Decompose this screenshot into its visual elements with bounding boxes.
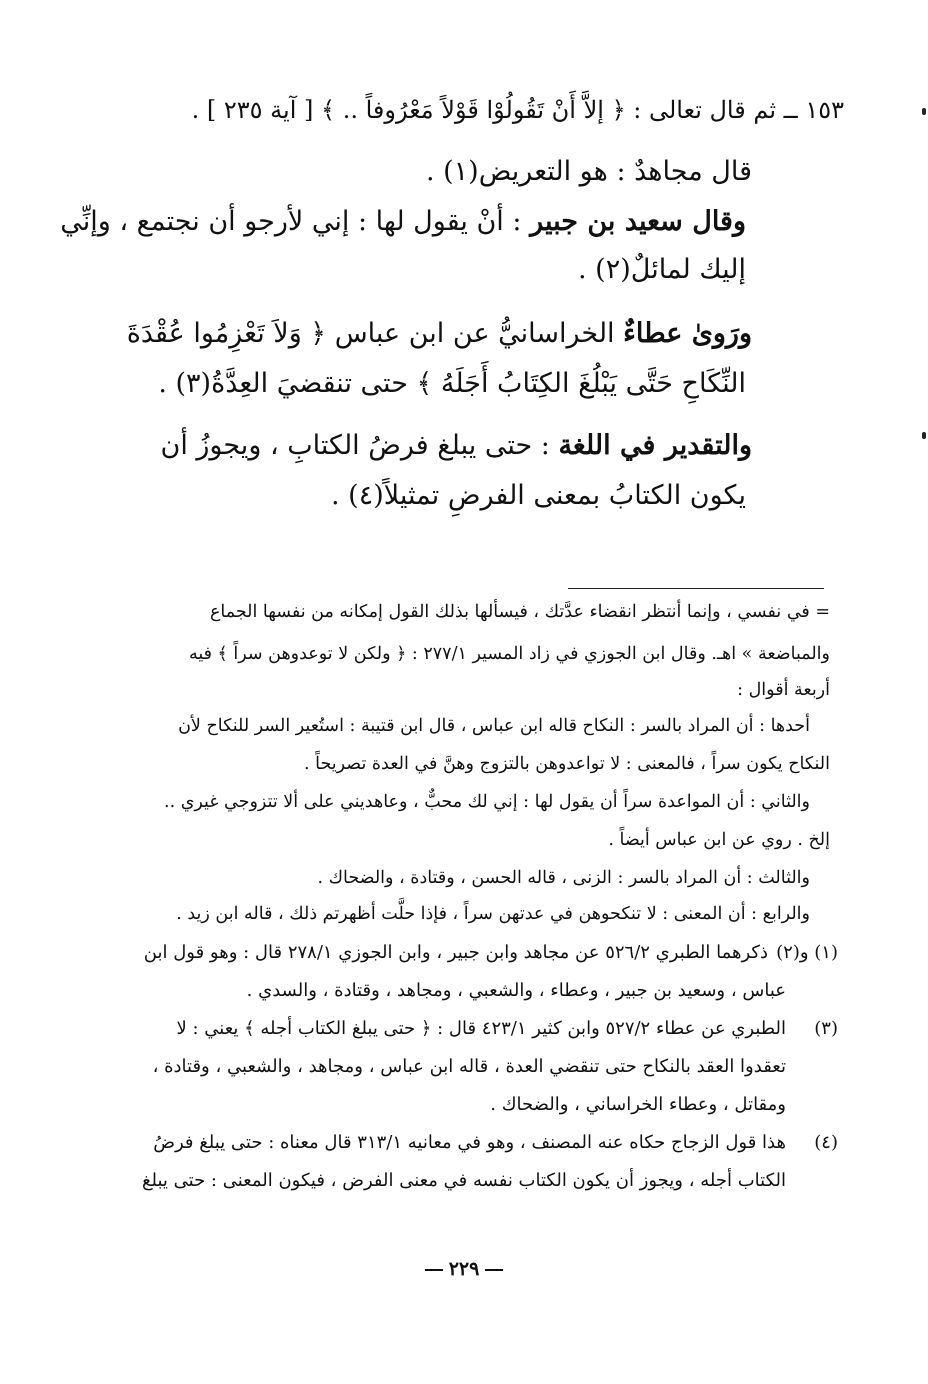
page-number bbox=[0, 1258, 928, 1280]
footnote-line bbox=[144, 942, 768, 963]
main-text: إليك لمائلٌ(٢) . bbox=[578, 254, 746, 285]
footnote-text: = في نفسي ، وإنما أنتظر انقضاء عدَّتك ، فيسألها بذلك القول إمكانه من نفسها الجماع bbox=[209, 602, 830, 622]
main-text: النِّكَاحِ حَتَّى يَبْلُغَ الكِتَابُ أَجَلَهُ ﴾ حتى تنقضيَ العِدَّةُ(٣) . bbox=[158, 368, 746, 399]
scan-edge-mark bbox=[922, 108, 926, 115]
footnote-separator bbox=[568, 588, 824, 589]
footnote-line bbox=[176, 904, 810, 924]
footnote-text: ذكرهما الطبري ٥٢٦/٢ عن مجاهد وابن جبير ، وابن الجوزي ٢٧٨/١ قال : وهو قول ابن bbox=[143, 942, 768, 963]
footnote-line bbox=[164, 792, 810, 812]
footnote-line bbox=[177, 1018, 787, 1039]
main-line-8 bbox=[331, 480, 746, 511]
page-number-text: ٢٢٩ bbox=[448, 1258, 480, 1280]
footnote-line bbox=[153, 1132, 786, 1153]
main-line-6 bbox=[158, 368, 746, 399]
footnote-line bbox=[142, 1170, 786, 1191]
main-text: : أنْ يقول لها : إني لأرجو أن نجتمع ، وإنِّي bbox=[60, 206, 531, 237]
footnote-text: عباس ، وسعيد بن جبير ، وعطاء ، والشعبي ، ومجاهد ، وقتادة ، والسدي . bbox=[246, 980, 786, 1001]
footnote-line bbox=[304, 754, 830, 774]
footnote-line bbox=[318, 868, 811, 888]
bold-heading: وقال سعيد بن جبير bbox=[530, 206, 746, 237]
main-text: : حتى يبلغ فرضُ الكتابِ ، ويجوزُ أن bbox=[160, 430, 559, 461]
main-text: يكون الكتابُ بمعنى الفرضِ تمثيلاً(٤) . bbox=[331, 480, 746, 511]
main-line-7 bbox=[160, 430, 752, 461]
footnote-line bbox=[189, 644, 830, 664]
footnote-line bbox=[737, 680, 830, 700]
main-text: قال مجاهدٌ : هو التعريض(١) . bbox=[425, 156, 752, 187]
footnote-number: (٣) bbox=[814, 1018, 838, 1039]
footnote-line bbox=[490, 1094, 786, 1115]
scan-edge-mark bbox=[922, 432, 926, 439]
main-line-4 bbox=[578, 254, 746, 285]
footnote-text: والثاني : أن المواعدة سراً أن يقول لها : إني لك محبٌّ ، وعاهديني على ألا تتزوجي غيري .. bbox=[164, 792, 810, 812]
footnote-line bbox=[210, 602, 830, 622]
main-line-2 bbox=[426, 156, 752, 187]
bold-heading: ورَوىٰ عطاءٌ bbox=[623, 318, 752, 349]
bold-heading: والتقدير في اللغة bbox=[558, 430, 752, 461]
footnote-line bbox=[608, 830, 830, 850]
footnote-line bbox=[247, 980, 786, 1001]
footnote-text: أربعة أقوال : bbox=[737, 680, 830, 700]
footnote-text: النكاح يكون سراً ، فالمعنى : لا تواعدوهن بالتزوج وهنَّ في العدة تصريحاً . bbox=[304, 754, 830, 774]
dash bbox=[485, 1269, 503, 1271]
footnote-line bbox=[178, 716, 810, 736]
footnote-text: تعقدوا العقد بالنكاح حتى تنقضي العدة ، قاله ابن عباس ، ومجاهد ، والشعبي ، وقتادة ، bbox=[152, 1056, 786, 1077]
main-text: الخراسانيُّ عن ابن عباس ﴿ وَلاَ تَعْزِمُوا عُقْدَةَ bbox=[126, 318, 624, 349]
footnote-line bbox=[153, 1056, 786, 1077]
footnote-number: (٤) bbox=[814, 1132, 838, 1153]
footnote-text: الكتاب أجله ، ويجوز أن يكون الكتاب نفسه في معنى الفرض ، فيكون المعنى : حتى يبلغ bbox=[141, 1170, 786, 1191]
footnote-text: والرابع : أن المعنى : لا تنكحوهن في عدتهن سراً ، فإذا حلَّت أظهرتم ذلك ، قاله ابن زيد . bbox=[176, 904, 810, 924]
main-line-1 bbox=[192, 96, 844, 124]
footnote-text: الطبري عن عطاء ٥٢٧/٢ وابن كثير ٤٢٣/١ قال : ﴿ حتى يبلغ الكتاب أجله ﴾ يعني : لا bbox=[176, 1018, 786, 1039]
footnote-text: والثالث : أن المراد بالسر : الزنى ، قاله الحسن ، وقتادة ، والضحاك . bbox=[317, 868, 810, 888]
footnote-text: أحدها : أن المراد بالسر : النكاح قاله ابن عباس ، قال ابن قتيبة : استُعير السر للنكاح لأن bbox=[178, 716, 810, 736]
main-line-5 bbox=[127, 318, 752, 349]
footnote-text: ومقاتل ، وعطاء الخراساني ، والضحاك . bbox=[490, 1094, 786, 1115]
main-text: ١٥٣ ــ ثم قال تعالى : ﴿ إلاَّ أَنْ تَقُولُوْا قَوْلاً مَعْرُوفاً .. ﴾ [ آية ٢٣٥ ] . bbox=[191, 96, 844, 124]
dash bbox=[425, 1269, 443, 1271]
footnote-number: (١) و(٢) bbox=[776, 942, 838, 963]
footnote-text: هذا قول الزجاج حكاه عنه المصنف ، وهو في معانيه ٣١٣/١ قال معناه : حتى يبلغ فرضُ bbox=[153, 1132, 786, 1153]
footnote-text: إلخ . روي عن ابن عباس أيضاً . bbox=[608, 830, 830, 850]
footnote-text: والمباضعة » اهـ. وقال ابن الجوزي في زاد المسير ٢٧٧/١ : ﴿ ولكن لا توعدوهن سراً ﴾ فيه bbox=[188, 644, 830, 664]
main-line-3 bbox=[60, 206, 746, 237]
